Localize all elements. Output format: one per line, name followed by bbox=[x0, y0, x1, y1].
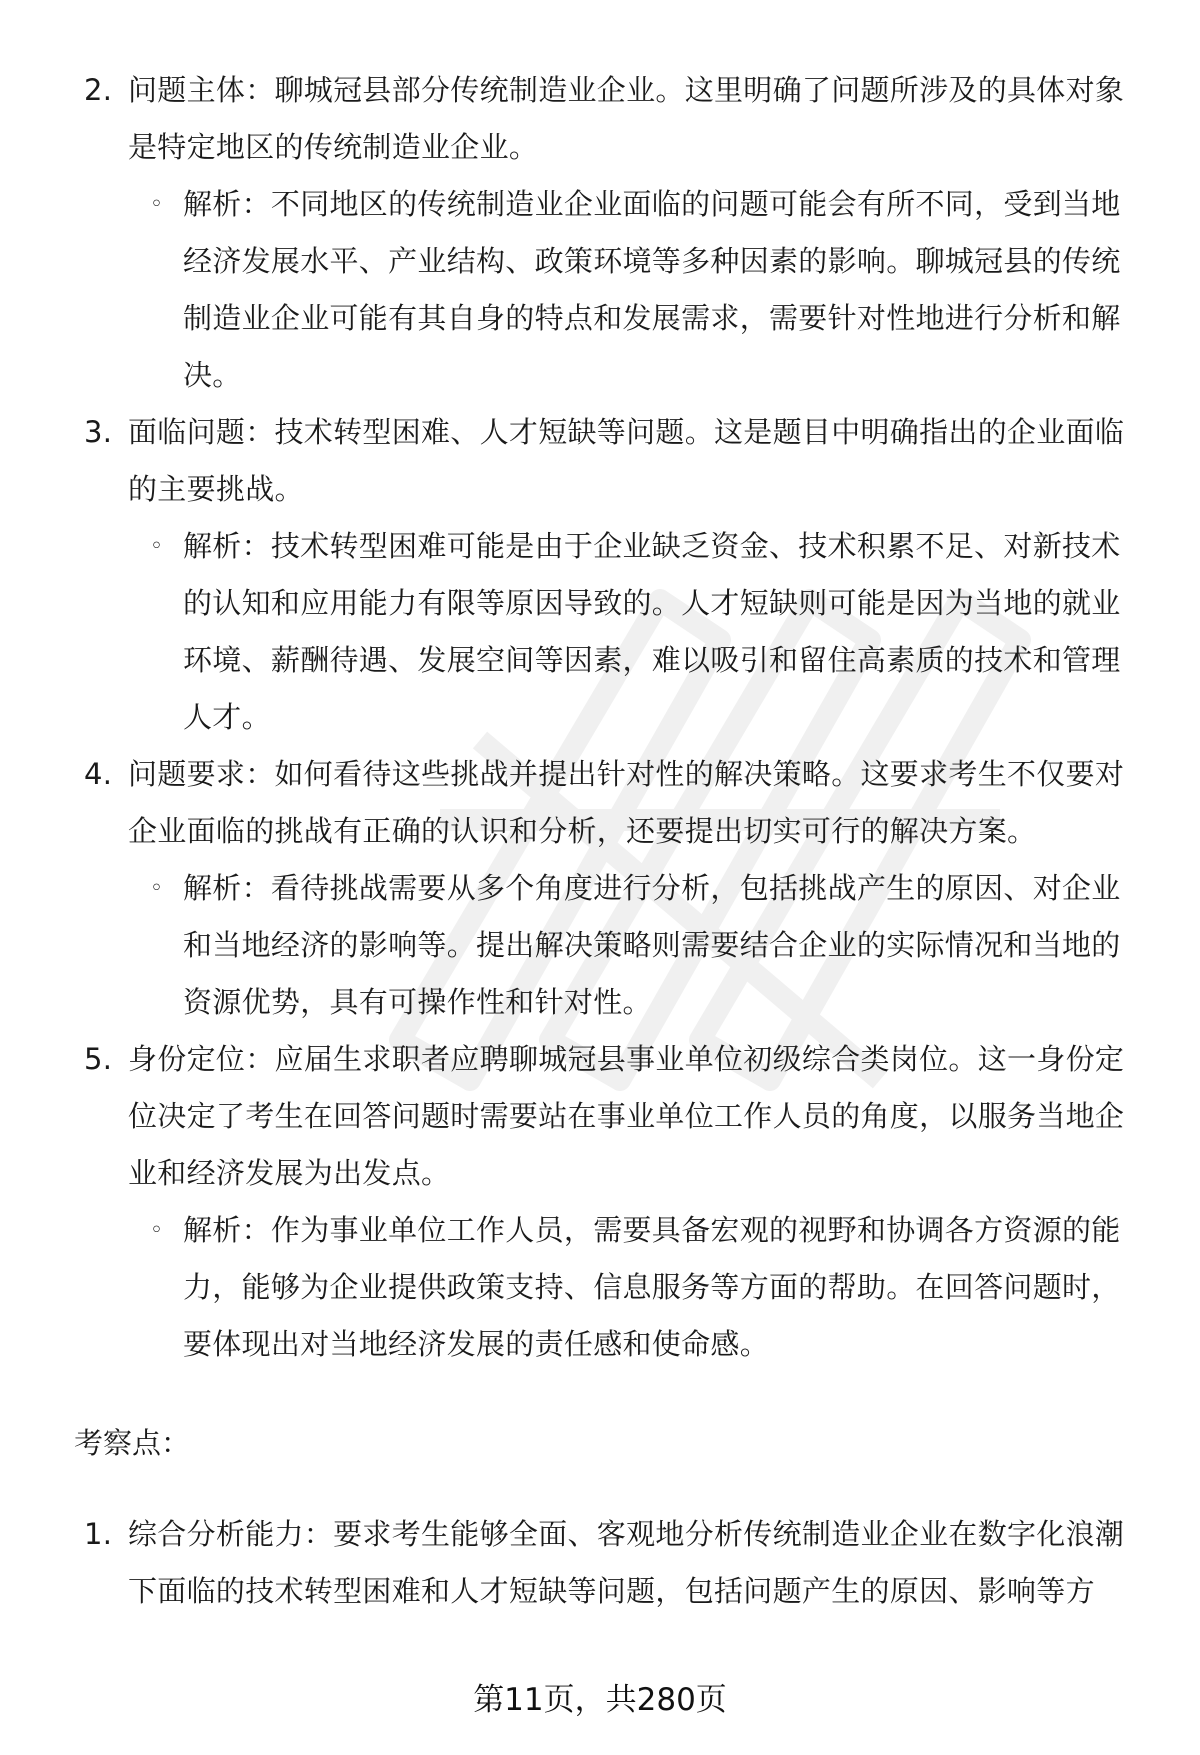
list-item-text: 身份定位：应届生求职者应聘聊城冠县事业单位初级综合类岗位。这一身份定位决定了考生在回答问题时需要站在事业单位工作人员的角度，以服务当地企业和经济发展为出发点。 bbox=[128, 1042, 1125, 1190]
list-item-text: 面临问题：技术转型困难、人才短缺等问题。这是题目中明确指出的企业面临的主要挑战。 bbox=[128, 415, 1125, 506]
hollow-bullet-icon: ◦ bbox=[150, 534, 164, 559]
list-item-text: 问题主体：聊城冠县部分传统制造业企业。这里明确了问题所涉及的具体对象是特定地区的传统制造业企业。 bbox=[128, 73, 1125, 164]
hollow-bullet-icon: ◦ bbox=[150, 1218, 164, 1243]
list-item-4 bbox=[84, 746, 1143, 860]
list-item-text: 问题要求：如何看待这些挑战并提出针对性的解决策略。这要求考生不仅要对企业面临的挑战有正确的认识和分析，还要提出切实可行的解决方案。 bbox=[128, 757, 1125, 848]
main-content bbox=[0, 62, 1200, 1620]
section-title: 考察点： bbox=[74, 1426, 191, 1460]
page-footer: 第11页，共280页 bbox=[473, 1682, 727, 1718]
sub-bullet-item bbox=[150, 1202, 1141, 1373]
list-number: 5. bbox=[84, 1042, 113, 1076]
list-item-2 bbox=[84, 62, 1143, 176]
list-number: 2. bbox=[84, 73, 113, 107]
sub-bullet-text: 解析：作为事业单位工作人员，需要具备宏观的视野和协调各方资源的能力，能够为企业提供政策支持、信息服务等方面的帮助。在回答问题时，要体现出对当地经济发展的责任感和使命感。 bbox=[183, 1213, 1121, 1361]
point-item-1 bbox=[84, 1506, 1143, 1620]
list-number: 1. bbox=[84, 1517, 113, 1551]
list-number: 4. bbox=[84, 757, 113, 791]
sub-bullet-item bbox=[150, 518, 1141, 746]
list-item-3 bbox=[84, 404, 1143, 518]
sub-bullet-text: 解析：看待挑战需要从多个角度进行分析，包括挑战产生的原因、对企业和当地经济的影响等。提出解决策略则需要结合企业的实际情况和当地的资源优势，具有可操作性和针对性。 bbox=[183, 871, 1121, 1019]
hollow-bullet-icon: ◦ bbox=[150, 192, 164, 217]
sub-bullet-item bbox=[150, 860, 1141, 1031]
sub-bullet-text: 解析：不同地区的传统制造业企业面临的问题可能会有所不同，受到当地经济发展水平、产业结构、政策环境等多种因素的影响。聊城冠县的传统制造业企业可能有其自身的特点和发展需求，需要针对性地进行分析和解决。 bbox=[183, 187, 1121, 392]
sub-bullet-text: 解析：技术转型困难可能是由于企业缺乏资金、技术积累不足、对新技术的认知和应用能力有限等原因导致的。人才短缺则可能是因为当地的就业环境、薪酬待遇、发展空间等因素，难以吸引和留住高素质的技术和管理人才。 bbox=[183, 529, 1121, 734]
sub-bullet-item bbox=[150, 176, 1141, 404]
hollow-bullet-icon: ◦ bbox=[150, 876, 164, 901]
list-item-text: 综合分析能力：要求考生能够全面、客观地分析传统制造业企业在数字化浪潮下面临的技术转型困难和人才短缺等问题，包括问题产生的原因、影响等方 bbox=[128, 1517, 1125, 1608]
list-item-5 bbox=[84, 1031, 1143, 1202]
list-number: 3. bbox=[84, 415, 113, 449]
